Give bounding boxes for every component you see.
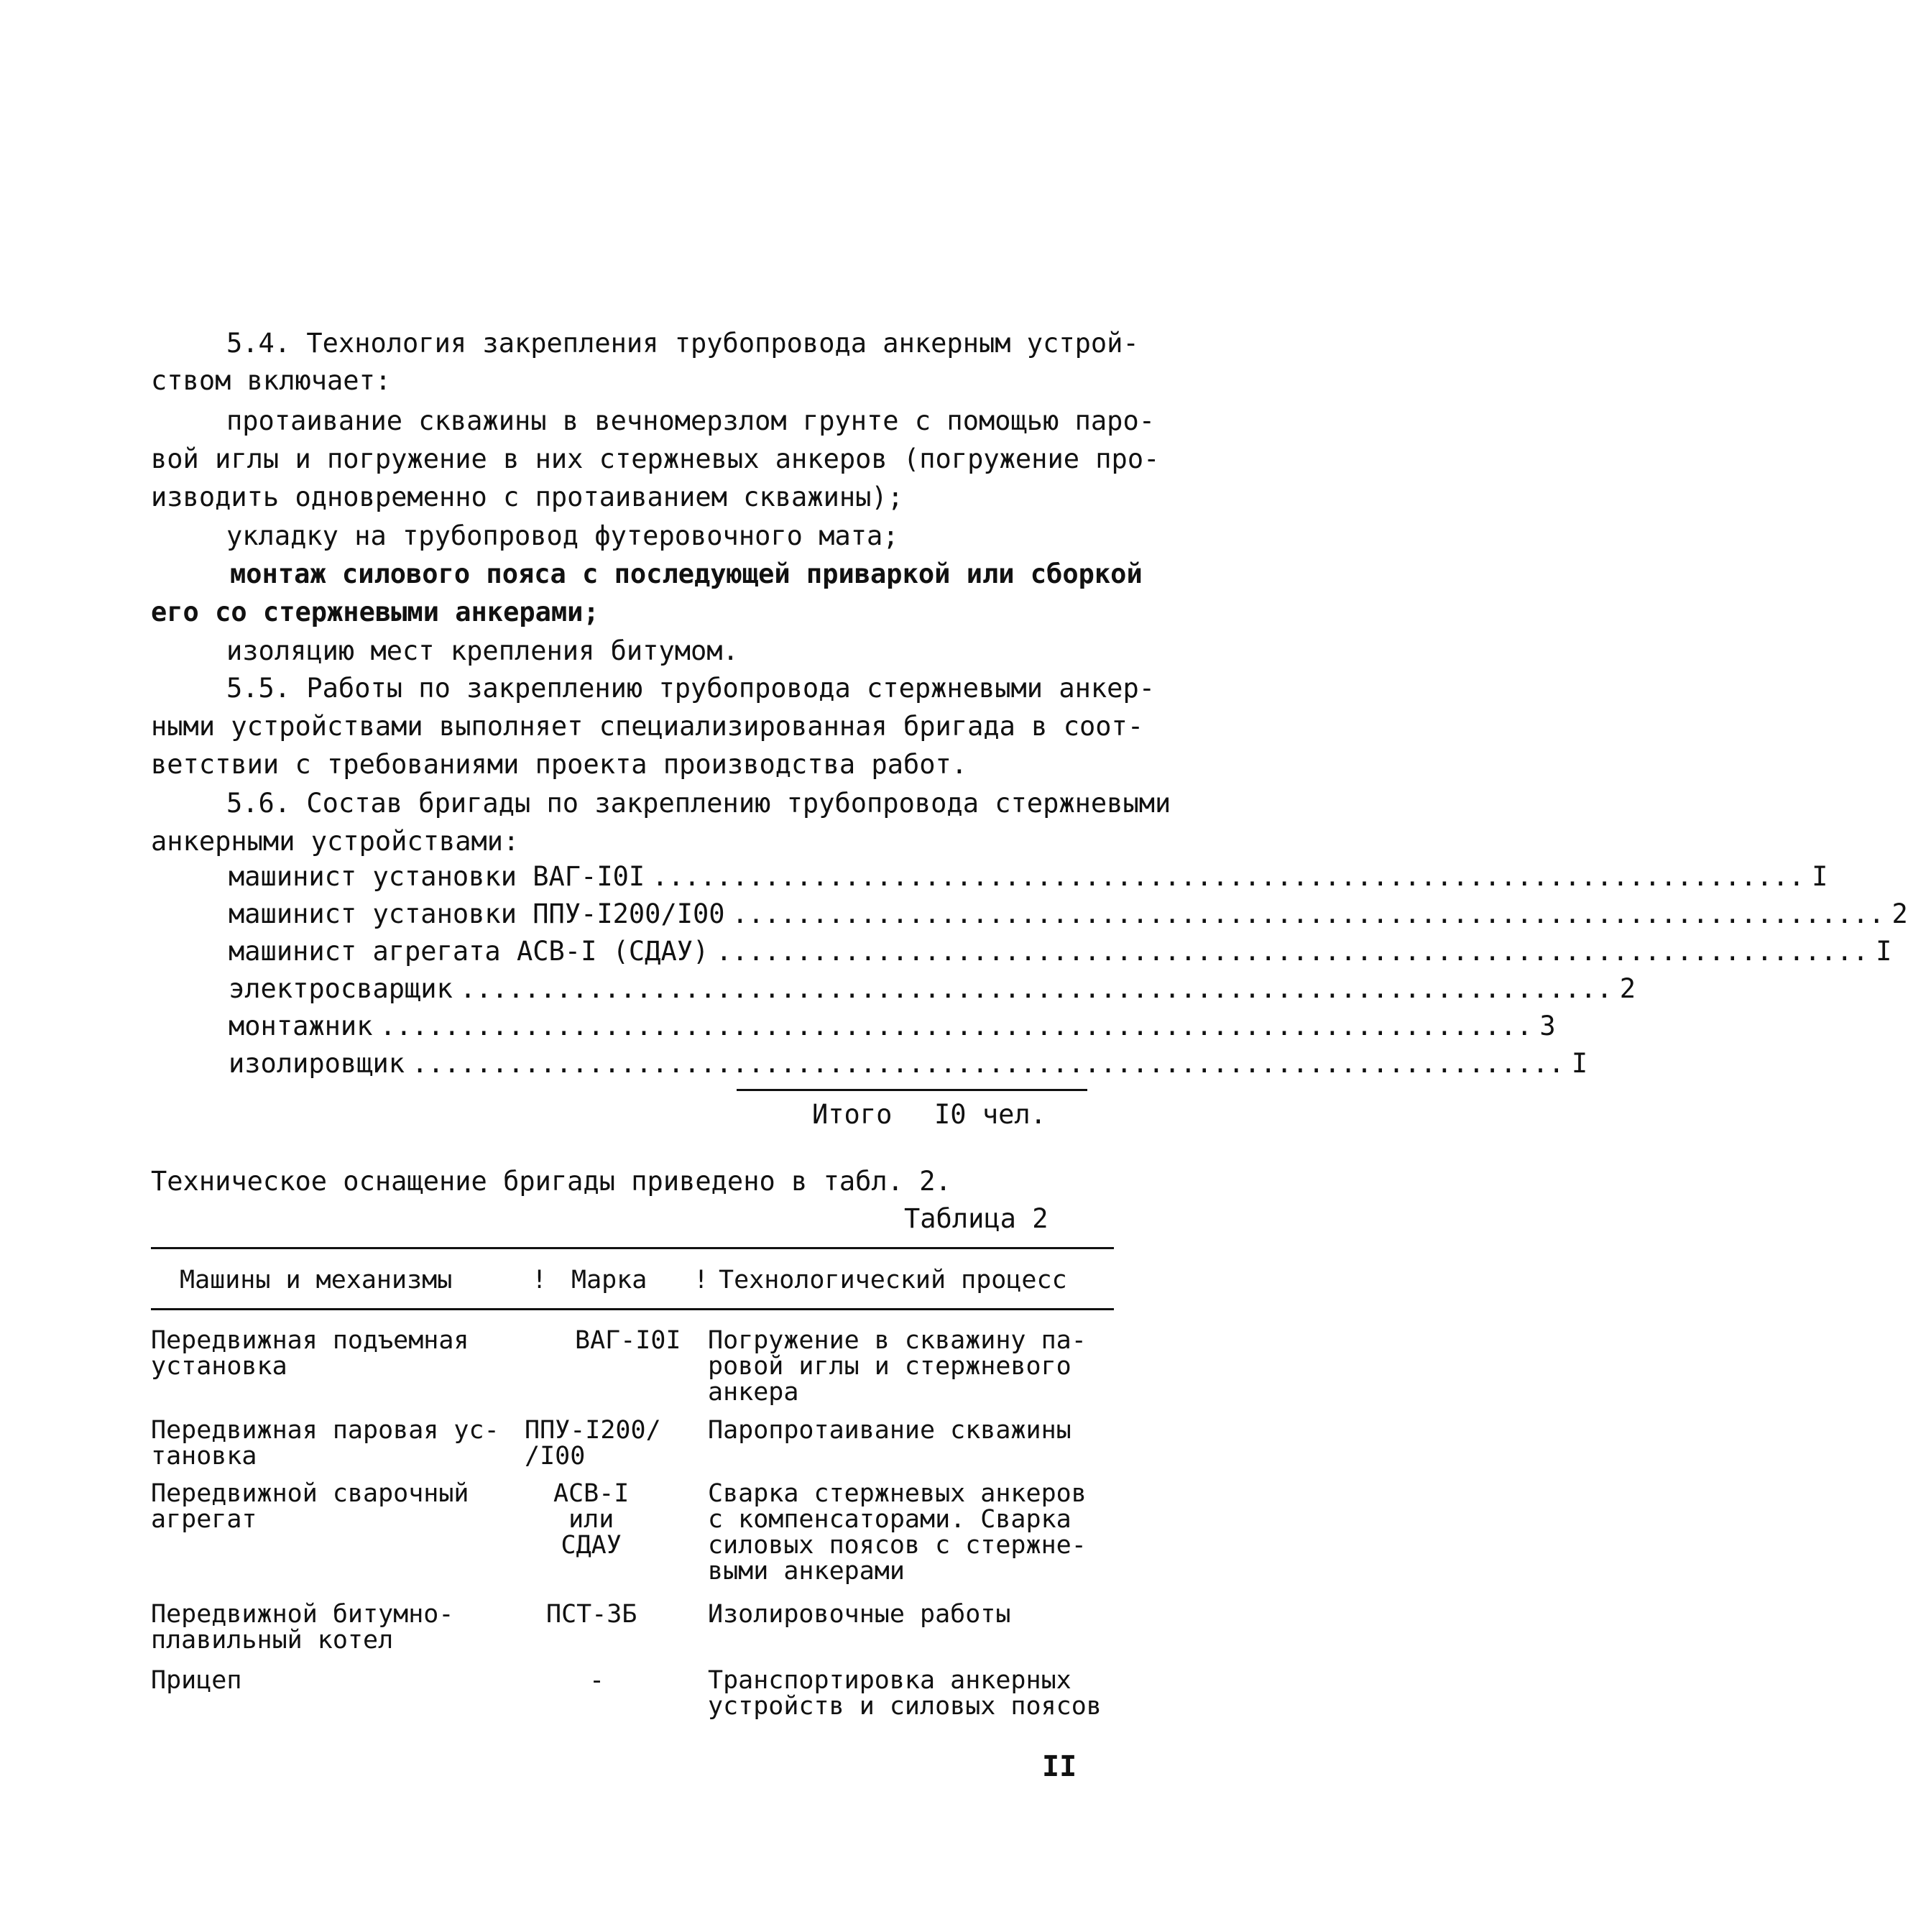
roster-dot-leader: ........................................................................ [379,1011,1533,1041]
para-5-5-line-1: 5.5. Работы по закреплению трубопровода стержневыми анкер- [226,673,1156,704]
table-cell-process: Сварка стержневых анкеров с компенсаторами. Сварка силовых поясов с стержне- выми анкерами [708,1479,1087,1586]
para-5-4-line-6: укладку на трубопровод футеровочного мата; [226,520,899,551]
roster-count: 2 [1619,973,1636,1004]
roster-row [229,1011,1556,1048]
roster-dot-leader: ........................................................................ [459,973,1613,1004]
roster-row [229,1048,1588,1085]
table-cell-machine: Передвижной битумно- плавильный котел [151,1600,454,1655]
roster-role: изолировщик [229,1048,405,1079]
table-top-rule [151,1247,1114,1249]
roster-row [229,936,1892,973]
total-rule [737,1089,1087,1091]
table-cell-brand: ПСТ-3Б [546,1600,637,1629]
table-header-separator: ! [532,1266,548,1294]
roster-count: 3 [1539,1011,1556,1041]
para-5-6-line-1: 5.6. Состав бригады по закреплению трубопровода стержневыми [226,788,1171,819]
para-5-4-line-1: 5.4. Технология закрепления трубопровода анкерным устрой- [226,328,1139,359]
roster-role: машинист установки ППУ-I200/I00 [229,898,725,929]
table-cell-brand: ВАГ-I0I [575,1326,681,1355]
roster-role: электросварщик [229,973,453,1004]
roster-dot-leader: ........................................................................ [716,936,1869,967]
total-label: Итого [812,1099,893,1130]
roster-role: машинист установки ВАГ-I0I [229,861,645,892]
para-5-4-line-5: изводить одновременно с протаиванием скважины); [151,482,903,512]
roster-dot-leader: ........................................................................ [412,1048,1564,1079]
table-header-brand: Марка [571,1266,647,1294]
roster-count: I [1571,1048,1588,1079]
table-cell-process: Транспортировка анкерных устройств и силовых поясов [708,1666,1102,1721]
total-value: I0 чел. [934,1099,1046,1130]
table-caption: Таблица 2 [904,1203,1049,1234]
table-header-rule [151,1308,1114,1310]
table-cell-brand: ППУ-I200/ /I00 [525,1416,661,1471]
page-number: II [1042,1750,1077,1783]
para-5-5-line-3: ветствии с требованиями проекта производства работ. [151,749,968,780]
para-5-4-line-9: изоляцию мест крепления битумом. [226,635,739,666]
roster-row [229,898,1908,936]
roster-row [229,861,1828,898]
table-cell-process: Изолировочные работы [708,1600,1011,1629]
roster-count: I [1812,861,1828,892]
table-cell-process: Паропротаивание скважины [708,1416,1071,1445]
table-cell-process: Погружение в скважину па- ровой иглы и стержневого анкера [708,1326,1087,1407]
para-5-5-line-2: ными устройствами выполняет специализированная бригада в соот- [151,711,1144,742]
para-5-6-line-2: анкерными устройствами: [151,826,520,857]
para-5-4-line-2: ством включает: [151,365,392,396]
para-5-4-line-7: монтаж силового пояса с последующей приваркой или сборкой [230,558,1143,589]
roster-dot-leader: ........................................................................ [732,898,1885,929]
table-cell-machine: Передвижной сварочный агрегат [151,1479,469,1534]
roster-row [229,973,1636,1011]
table-header-separator: ! [693,1266,709,1294]
table-cell-machine: Прицеп [151,1666,242,1695]
table-cell-machine: Передвижная подъемная установка [151,1326,469,1381]
para-5-4-line-4: вой иглы и погружение в них стержневых анкеров (погружение про- [151,443,1160,474]
table-header-process: Технологический процесс [719,1266,1067,1294]
roster-dot-leader: ........................................................................ [652,861,1805,892]
para-5-4-line-8: его со стержневыми анкерами; [151,597,599,627]
roster-role: монтажник [229,1011,373,1041]
table-cell-brand: АСВ-I или СДАУ [553,1479,630,1560]
roster-count: I [1876,936,1892,967]
roster-count: 2 [1891,898,1908,929]
table-header-machines: Машины и механизмы [180,1266,453,1294]
table-reference: Техническое оснащение бригады приведено в табл. 2. [151,1166,951,1197]
roster-role: машинист агрегата АСВ-I (СДАУ) [229,936,709,967]
para-5-4-line-3: протаивание скважины в вечномерзлом грунте с помощью паро- [226,405,1156,436]
table-cell-machine: Передвижная паровая ус- тановка [151,1416,499,1471]
table-cell-brand: - [589,1666,605,1695]
